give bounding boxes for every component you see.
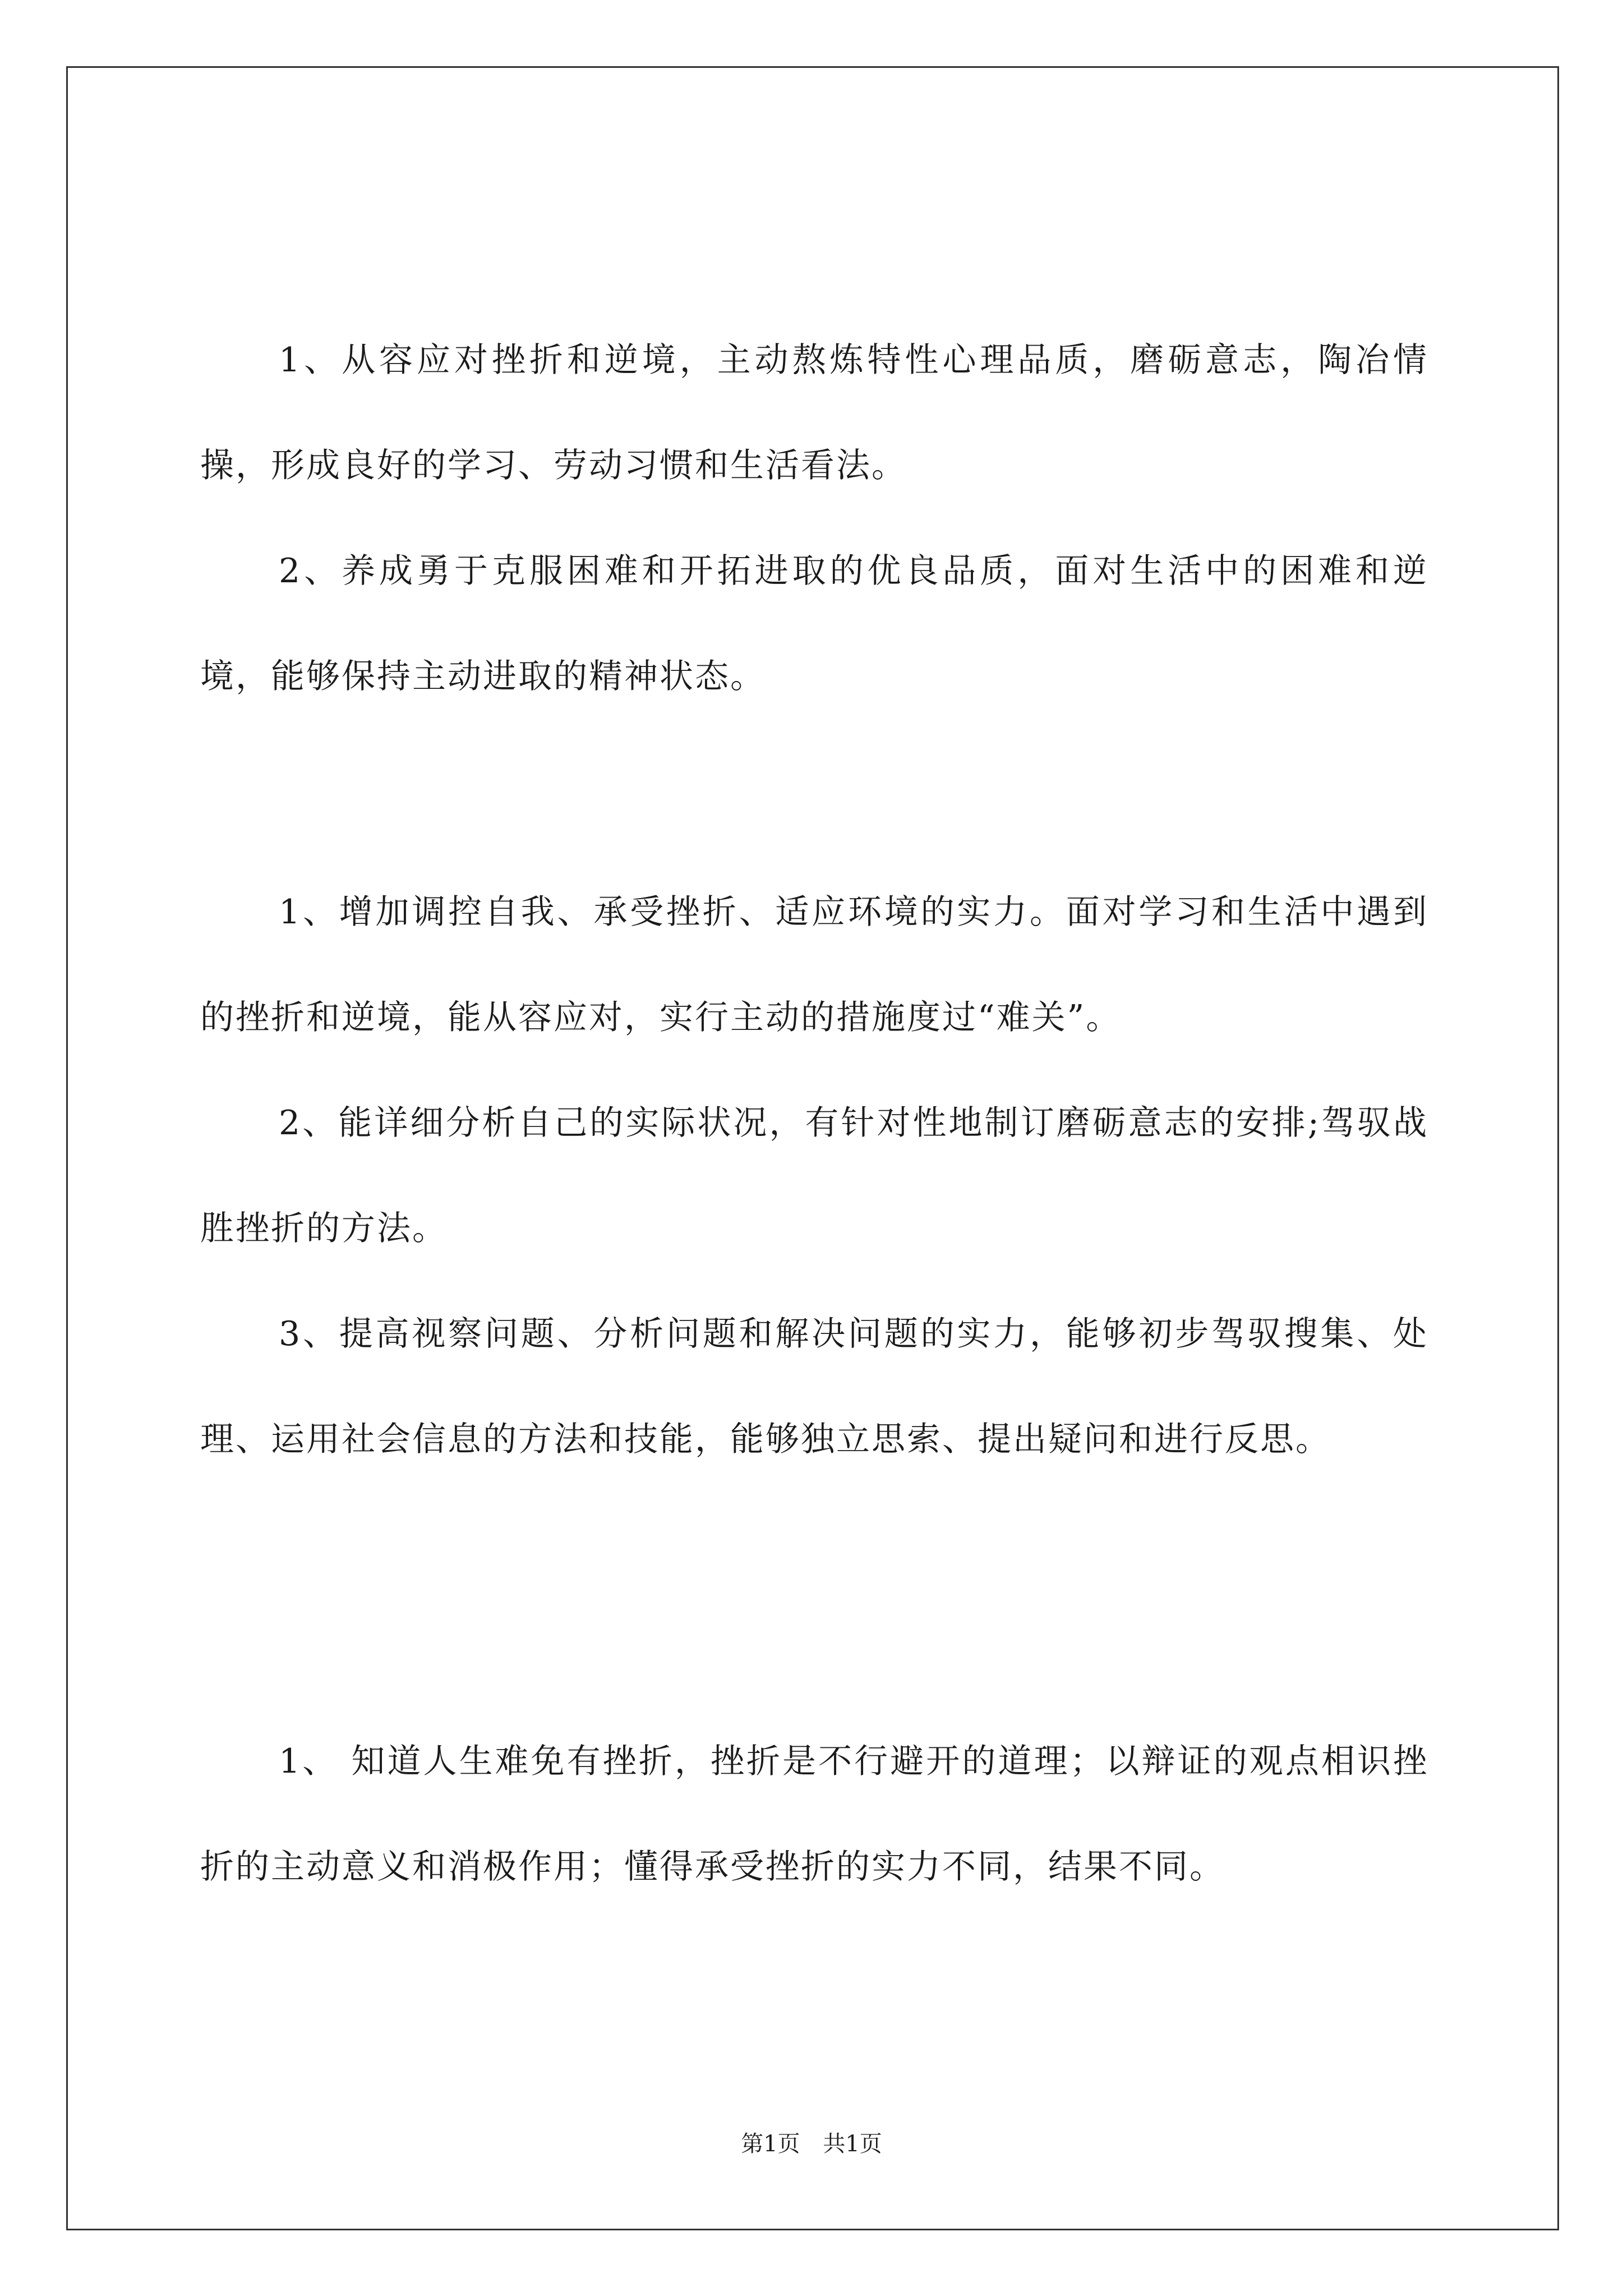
section-emotion-goals	[200, 307, 1428, 729]
paragraph: 1、从容应对挫折和逆境，主动熬炼特性心理品质，磨砺意志，陶冶情操，形成良好的学习、劳动习惯和生活看法。	[200, 341, 1428, 485]
page-total: 共1页	[823, 2131, 882, 2157]
section-knowledge-goals	[200, 1709, 1428, 1920]
page-footer	[0, 2127, 1623, 2161]
paragraph: 1、 知道人生难免有挫折，挫折是不行避开的道理；以辩证的观点相识挫折的主动意义和消极作用；懂得承受挫折的实力不同，结果不同。	[200, 1742, 1428, 1887]
paragraph: 1、增加调控自我、承受挫折、适应环境的实力。面对学习和生活中遇到的挫折和逆境，能从容应对，实行主动的措施度过“难关”。	[200, 892, 1428, 1037]
paragraph: 2、养成勇于克服困难和开拓进取的优良品质，面对生活中的困难和逆境，能够保持主动进取的精神状态。	[200, 551, 1428, 696]
paragraph: 3、提高视察问题、分析问题和解决问题的实力，能够初步驾驭搜集、处理、运用社会信息的方法和技能，能够独立思索、提出疑问和进行反思。	[200, 1314, 1428, 1459]
paragraph: 2、能详细分析自己的实际状况，有针对性地制订磨砺意志的安排;驾驭战胜挫折的方法。	[200, 1103, 1428, 1248]
page-number: 第1页	[741, 2131, 800, 2157]
section-ability-goals	[200, 859, 1428, 1492]
